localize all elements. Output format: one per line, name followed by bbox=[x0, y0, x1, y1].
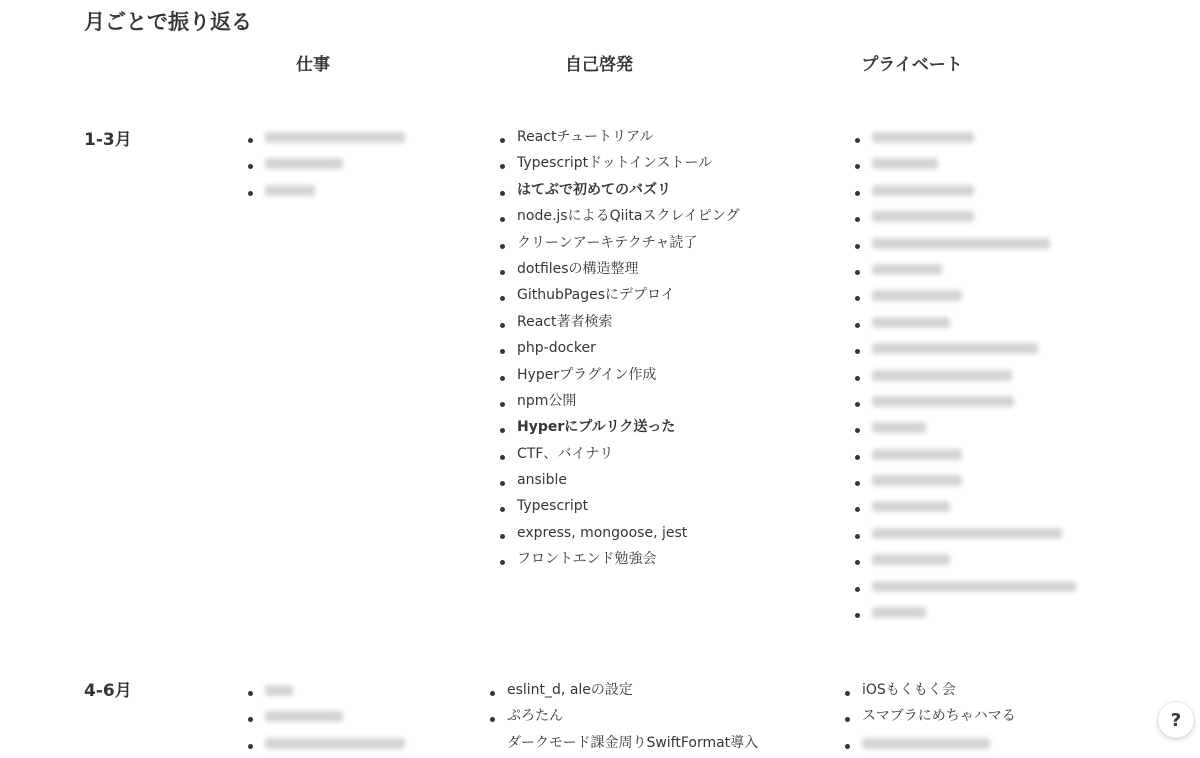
list-item: クリーンアーキテクチャ読了 bbox=[497, 232, 739, 258]
list-item: はてぶで初めてのバズリ bbox=[497, 179, 739, 205]
list-item: ぷろたん bbox=[487, 705, 758, 731]
list-item bbox=[852, 416, 1076, 442]
redacted-text bbox=[872, 185, 974, 196]
list-item bbox=[852, 258, 1076, 284]
list-item: ダークモード課金周りSwiftFormat導入 bbox=[507, 734, 759, 751]
list-item bbox=[245, 705, 405, 731]
list-item bbox=[852, 469, 1076, 495]
redacted-text bbox=[265, 711, 343, 722]
q2-work-list bbox=[245, 679, 405, 758]
list-item bbox=[852, 179, 1076, 205]
list-item: React著者検索 bbox=[497, 311, 739, 337]
redacted-text bbox=[872, 211, 974, 222]
list-item bbox=[852, 337, 1076, 363]
list-item: iOSもくもく会 bbox=[842, 679, 1016, 705]
q2-self-list bbox=[487, 679, 758, 758]
q2-private-list bbox=[842, 679, 1016, 758]
list-item bbox=[245, 126, 405, 152]
redacted-text bbox=[872, 449, 962, 460]
column-header-self: 自己啓発 bbox=[565, 55, 633, 75]
redacted-text bbox=[872, 396, 1014, 407]
redacted-text bbox=[265, 185, 315, 196]
list-item: express, mongoose, jest bbox=[497, 522, 739, 548]
redacted-text bbox=[872, 132, 974, 143]
list-item bbox=[852, 311, 1076, 337]
list-item bbox=[852, 575, 1076, 601]
redacted-text bbox=[872, 501, 950, 512]
list-item: Hyperにプルリク送った bbox=[497, 416, 739, 442]
list-item bbox=[852, 126, 1076, 152]
list-item: Reactチュートリアル bbox=[497, 126, 739, 152]
q1-self-list bbox=[497, 126, 739, 575]
page-heading: 月ごとで振り返る bbox=[84, 10, 252, 34]
list-item bbox=[852, 443, 1076, 469]
redacted-text bbox=[862, 738, 990, 749]
list-item bbox=[852, 232, 1076, 258]
list-item: フロントエンド勉強会 bbox=[497, 548, 739, 574]
list-item bbox=[852, 495, 1076, 521]
list-item bbox=[842, 732, 1016, 758]
redacted-text bbox=[872, 370, 1012, 381]
redacted-text bbox=[872, 554, 950, 565]
q1-work-list bbox=[245, 126, 405, 205]
list-item: eslint_d, aleの設定 bbox=[487, 679, 758, 705]
list-item bbox=[245, 679, 405, 705]
list-item: スマブラにめちゃハマる bbox=[842, 705, 1016, 731]
list-item: Hyperプラグイン作成 bbox=[497, 364, 739, 390]
list-item bbox=[852, 548, 1076, 574]
redacted-text bbox=[872, 343, 1038, 354]
list-item: npm公開 bbox=[497, 390, 739, 416]
list-item bbox=[852, 522, 1076, 548]
list-item bbox=[852, 205, 1076, 231]
redacted-text bbox=[872, 238, 1050, 249]
redacted-text bbox=[872, 290, 962, 301]
list-item: Typescript bbox=[497, 495, 739, 521]
redacted-text bbox=[265, 158, 343, 169]
column-header-work: 仕事 bbox=[296, 55, 330, 75]
list-item: ansible bbox=[497, 469, 739, 495]
list-item bbox=[852, 152, 1076, 178]
row-label-q2: 4-6月 bbox=[84, 681, 132, 701]
redacted-text bbox=[872, 158, 938, 169]
list-item: node.jsによるQiitaスクレイピング bbox=[497, 205, 739, 231]
redacted-text bbox=[872, 422, 926, 433]
q1-private-list bbox=[852, 126, 1076, 627]
redacted-text bbox=[265, 738, 405, 749]
list-item bbox=[852, 390, 1076, 416]
list-item bbox=[852, 601, 1076, 627]
list-item bbox=[852, 284, 1076, 310]
column-header-private: プライベート bbox=[861, 55, 963, 75]
redacted-text bbox=[265, 132, 405, 143]
list-item bbox=[245, 179, 405, 205]
list-item: php-docker bbox=[497, 337, 739, 363]
list-item bbox=[852, 364, 1076, 390]
list-item: Typescriptドットインストール bbox=[497, 152, 739, 178]
redacted-text bbox=[872, 475, 962, 486]
redacted-text bbox=[872, 528, 1062, 539]
redacted-text bbox=[872, 581, 1076, 592]
row-label-q1: 1-3月 bbox=[84, 130, 132, 150]
list-item: GithubPagesにデプロイ bbox=[497, 284, 739, 310]
redacted-text bbox=[872, 317, 950, 328]
redacted-text bbox=[265, 685, 293, 696]
list-item: dotfilesの構造整理 bbox=[497, 258, 739, 284]
list-item bbox=[245, 732, 405, 758]
list-item: CTF、バイナリ bbox=[497, 443, 739, 469]
redacted-text bbox=[872, 607, 926, 618]
question-mark-icon: ? bbox=[1170, 709, 1182, 731]
help-button[interactable] bbox=[1158, 702, 1194, 738]
list-item bbox=[245, 152, 405, 178]
redacted-text bbox=[872, 264, 942, 275]
